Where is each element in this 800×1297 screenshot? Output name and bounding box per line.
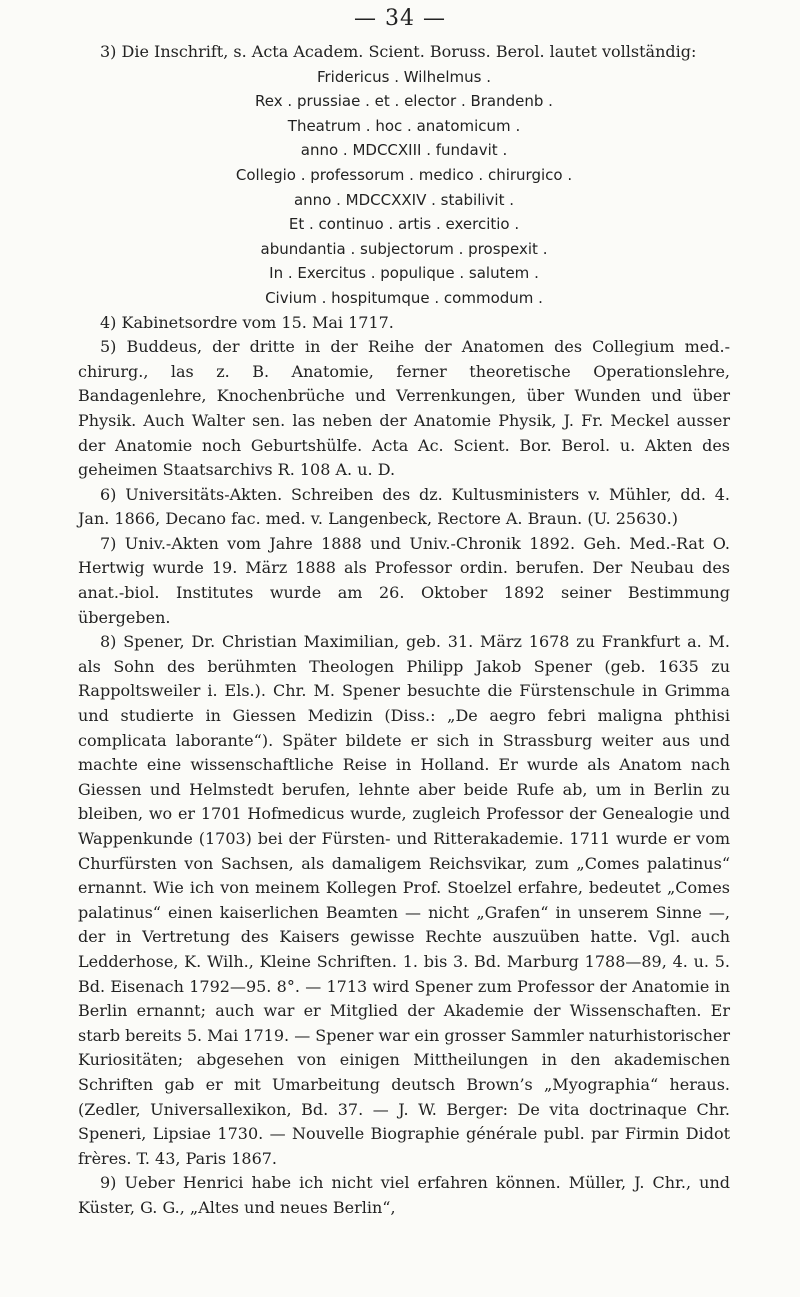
inscription-line: Collegio . professorum . medico . chirurgico . — [235, 165, 573, 184]
inscription-line: In . Exercitus . populique . salutem . — [269, 264, 539, 283]
inscription-block — [78, 65, 730, 311]
page-body — [78, 40, 730, 1221]
inscription-line: Civium . hospitumque . commodum . — [265, 288, 543, 307]
inscription-line: anno . MDCCXIII . fundavit . — [300, 141, 508, 160]
inscription-line: Fridericus . Wilhelmus . — [316, 67, 492, 86]
footnote-4: 4) Kabinetsordre vom 15. Mai 1717. — [100, 312, 394, 332]
inscription-line: Theatrum . hoc . anatomicum . — [287, 116, 521, 135]
inscription-line: Et . continuo . artis . exercitio . — [288, 215, 520, 234]
footnote-3-intro: 3) Die Inschrift, s. Acta Academ. Scient. Boruss. Berol. lautet vollständig: — [100, 42, 697, 61]
inscription-line: Rex . prussiae . et . elector . Brandenb . — [255, 92, 553, 111]
inscription-line: abundantia . subjectorum . prospexit . — [260, 239, 548, 258]
inscription-line: anno . MDCCXXIV . stabilivit . — [293, 190, 515, 209]
footnote-8: 8) Spener, Dr. Christian Maximilian, geb. 31. März 1678 zu Frankfurt a. M. als Sohn des berühmten Theologen Philipp Jakob Spener (geb. 1635 zu Rappoltsweiler i. Els.). Chr. M. Spener besuchte die Fürstenschule in Grimma und studierte in Giessen Medizin (Diss.: „De aegro febri maligna phthisi complicata laborante“). Später bildete er sich in Strassburg weiter aus und machte eine wissenschaftliche Reise in Holland. Er wurde als Anatom nach Giessen und Helmstedt berufen, lehnte aber beide Rufe ab, um in Berlin zu bleiben, wo er 1701 Hofmedicus wurde, zugleich Professor der Genealogie und Wappenkunde (1703) bei der Fürsten- und Ritterakademie. 1711 wurde er vom Churfürsten von Sachsen, als damaligem Reichsvikar, zum „Comes palatinus“ ernannt. Wie ich von meinem Kollegen Prof. Stoelzel erfahre, bedeutet „Comes palatinus“ einen kaiserlichen Beamten — nicht „Grafen“ in unserem Sinne —, der in Vertretung des Kaisers gewisse Rechte auszuüben hatte. Vgl. auch Ledderhose, K. Wilh., Kleine Schriften. 1. bis 3. Bd. Marburg 1788—89, 4. u. 5. Bd. Eisenach 1792—95. 8°. — 1713 wird Spener zum Professor der Anatomie in Berlin ernannt; auch war er Mitglied der Akademie der Wissenschaften. Er starb bereits 5. Mai 1719. — Spener war ein grosser Sammler naturhistorischer Kuriositäten; abgesehen von einigen Mittheilungen in den akademischen Schriften gab er mit Umarbeitung deutsch Brown’s „Myographia“ heraus. (Zedler, Universallexikon, Bd. 37. — J. W. Berger: De vita doctrinaque Chr. Speneri, Lipsiae 1730. — Nouvelle Biographie générale publ. par Firmin Didot frères. T. 43, Paris 1867. — [78, 632, 730, 1168]
footnote-5: 5) Buddeus, der dritte in der Reihe der Anatomen des Collegium med.-chirurg., las z. B. Anatomie, ferner theoretische Operationslehre, Bandagenlehre, Knochenbrüche und Verrenkungen, über Wunden und über Physik. Auch Walter sen. las neben der Anatomie Physik, J. Fr. Meckel ausser der Anatomie noch Geburtshülfe. Acta Ac. Scient. Bor. Berol. u. Akten des geheimen Staatsarchivs R. 108 A. u. D. — [78, 337, 730, 480]
page-number: — 34 — — [354, 6, 446, 31]
footnote-6: 6) Universitäts-Akten. Schreiben des dz. Kultusministers v. Mühler, dd. 4. Jan. 1866, Decano fac. med. v. Langenbeck, Rectore A. Braun. (U. 25630.) — [78, 484, 730, 529]
footnote-9: 9) Ueber Henrici habe ich nicht viel erfahren können. Müller, J. Chr., und Küster, G. G., „Altes und neues Berlin“, — [78, 1173, 730, 1217]
footnote-7: 7) Univ.-Akten vom Jahre 1888 und Univ.-Chronik 1892. Geh. Med.-Rat O. Hertwig wurde 19. März 1888 als Professor ordin. berufen. Der Neubau des anat.-biol. Institutes wurde am 26. Oktober 1892 seiner Bestimmung übergeben. — [78, 533, 730, 627]
